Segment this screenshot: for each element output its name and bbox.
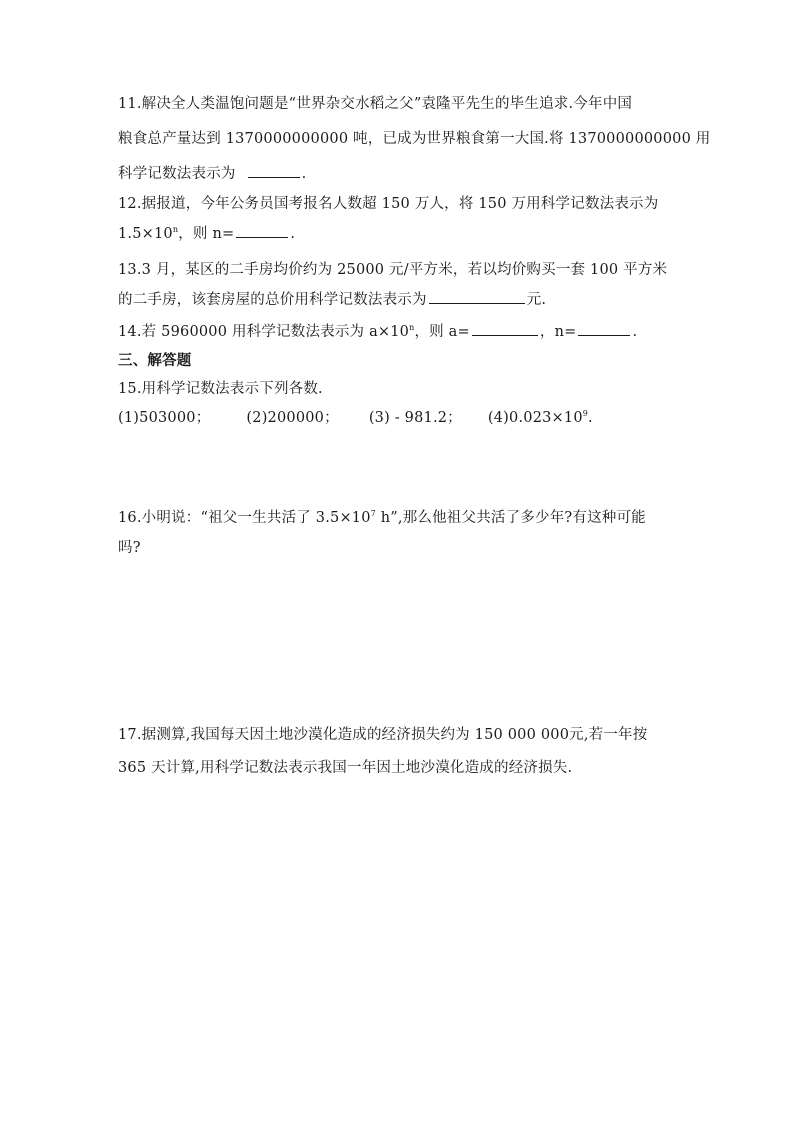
q15-item-4-base: (4)0.023×10: [487, 410, 583, 426]
answer-blank-q13[interactable]: [429, 302, 525, 304]
q12-base: 1.5×10: [118, 226, 173, 242]
q13-end: 元.: [526, 292, 547, 308]
q12-end: .: [290, 226, 296, 242]
answer-blank-q12[interactable]: [236, 236, 288, 238]
q16-line-1: [118, 506, 646, 527]
q14-n-label: ，n=: [539, 324, 577, 340]
q17-line-2: 365 天计算,用科学记数法表示我国一年因土地沙漠化造成的经济损失.: [118, 760, 573, 776]
q15-item-1: (1)503000；: [118, 410, 211, 426]
q13-line-2-text: 的二手房，该套房屋的总价用科学记数法表示为: [118, 292, 427, 308]
q17-line-1: 17.据测算,我国每天因土地沙漠化造成的经济损失约为 150 000 000元,若一年按: [118, 727, 648, 743]
answer-blank-q14-a[interactable]: [472, 334, 538, 336]
q13-line-2: [118, 288, 546, 309]
answer-blank-q14-n[interactable]: [578, 334, 630, 336]
q13-line-1: 13.3 月，某区的二手房均价约为 25000 元/平方米，若以均价购买一套 100 平方米: [118, 262, 668, 278]
q16-exponent: 7: [370, 509, 376, 519]
q11-line-3-text: 科学记数法表示为: [118, 166, 236, 182]
q15-item-3: (3) - 981.2；: [368, 410, 462, 426]
q15-item-2: (2)200000；: [246, 410, 339, 426]
q11-line-3-end: .: [301, 166, 307, 182]
q12-then: ，则 n=: [178, 226, 235, 242]
q15-item-4-end: .: [588, 410, 593, 426]
q11-line-3: [118, 162, 306, 183]
q14-line: [118, 320, 637, 341]
q15-stem: 15.用科学记数法表示下列各数.: [118, 381, 323, 397]
q16-text-start: 16.小明说：“祖父一生共活了 3.5×10: [118, 510, 371, 526]
q11-line-2: 粮食总产量达到 1370000000000 吨，已成为世界粮食第一大国.将 1370000000000 用: [118, 131, 711, 147]
q15-item-4-exponent: 9: [582, 409, 589, 419]
q14-text: 14.若 5960000 用科学记数法表示为 a×10: [118, 324, 410, 340]
q11-line-1: 11.解决全人类温饱问题是“世界杂交水稻之父”袁隆平先生的毕生追求.今年中国: [118, 96, 633, 112]
q12-line-1: 12.据报道，今年公务员国考报名人数超 150 万人，将 150 万用科学记数法表示为: [118, 196, 659, 212]
q16-text-end: h”,那么他祖父共活了多少年?有这种可能: [375, 510, 646, 526]
q14-end: .: [632, 324, 638, 340]
q12-exponent: n: [172, 225, 179, 235]
q12-line-2: [118, 222, 295, 243]
q15-item-4: [488, 410, 593, 426]
answer-blank-q11[interactable]: [248, 176, 300, 178]
q14-exponent: n: [409, 323, 415, 333]
section-heading: 三、解答题: [118, 352, 192, 369]
q14-a-label: ，则 a=: [414, 324, 470, 340]
q16-line-2: 吗?: [118, 540, 141, 556]
q15-items: [118, 406, 593, 427]
